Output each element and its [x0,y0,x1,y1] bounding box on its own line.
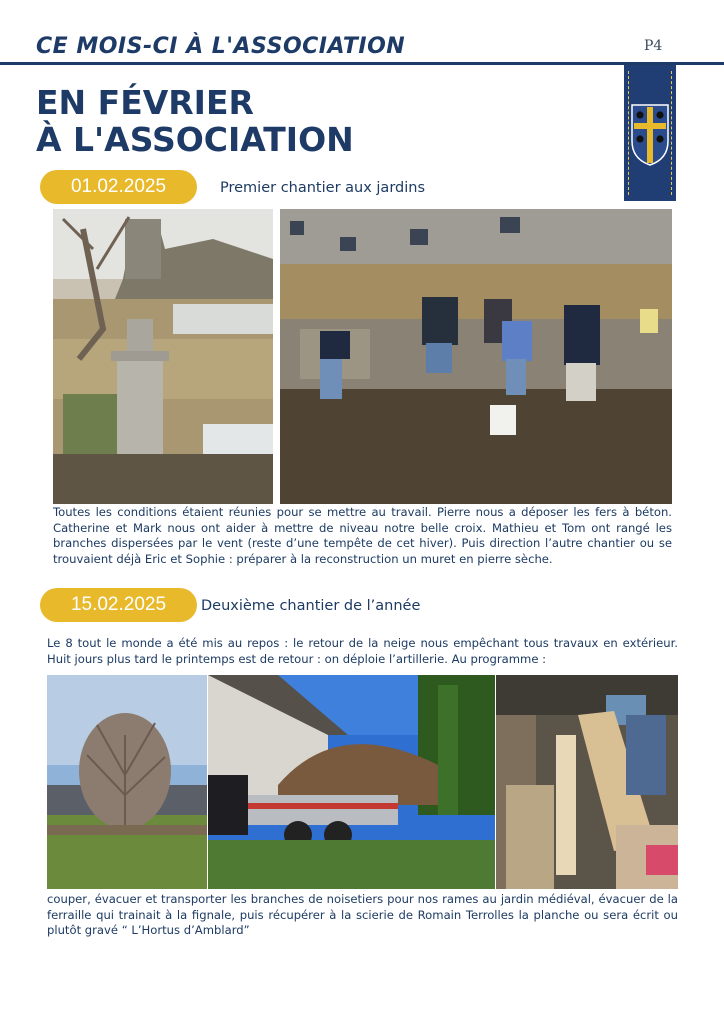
trailer-branches-photo [208,675,495,889]
main-title-line2: À L'ASSOCIATION [36,120,354,159]
section2-text: couper, évacuer et transporter les branches de noisetiers pour nos rames au jardin médiéval, évacuer de la ferraille qui trainait à la fignale, puis récupérer à la scierie de Romain Terrolles la planche ou sera écrit ou plutôt gravé “ L’Hortus d’Amblard” [47,892,678,938]
section1-heading: Premier chantier aux jardins [220,180,426,196]
section2-heading: Deuxième chantier de l’année [201,598,421,614]
page-main-title [36,84,354,158]
stone-cross-landscape-photo [53,209,273,504]
section-header-title: CE MOIS-CI À L'ASSOCIATION [36,34,406,59]
hazel-tree-photo [47,675,207,889]
section2-date-badge: 15.02.2025 [40,588,197,622]
section2-intro: Le 8 tout le monde a été mis au repos : le retour de la neige nous empêchant tous travaux en extérieur. Huit jours plus tard le printemps est de retour : on déploie l’artillerie. Au programme : [47,636,678,666]
header-divider [0,62,724,65]
heraldic-cross-shield-icon [624,65,676,201]
section1-text: Toutes les conditions étaient réunies pour se mettre au travail. Pierre nous a déposer les fers à béton. Catherine et Mark nous ont aider à mettre de niveau notre belle croix. Mathieu et Tom ont rangé les branches dispersées par le vent (reste d’une tempête de cet hiver). Puis direction l’autre chantier ou se trouvaient déjà Eric et Sophie : préparer à la reconstruction un muret en pierre sèche. [53,505,672,566]
garden-work-group-photo [280,209,672,504]
section1-date-badge: 01.02.2025 [40,170,197,204]
page-number: P4 [644,38,663,54]
wooden-plank-shed-photo [496,675,678,889]
heraldic-banner [624,65,676,201]
main-title-line1: EN FÉVRIER [36,83,254,122]
